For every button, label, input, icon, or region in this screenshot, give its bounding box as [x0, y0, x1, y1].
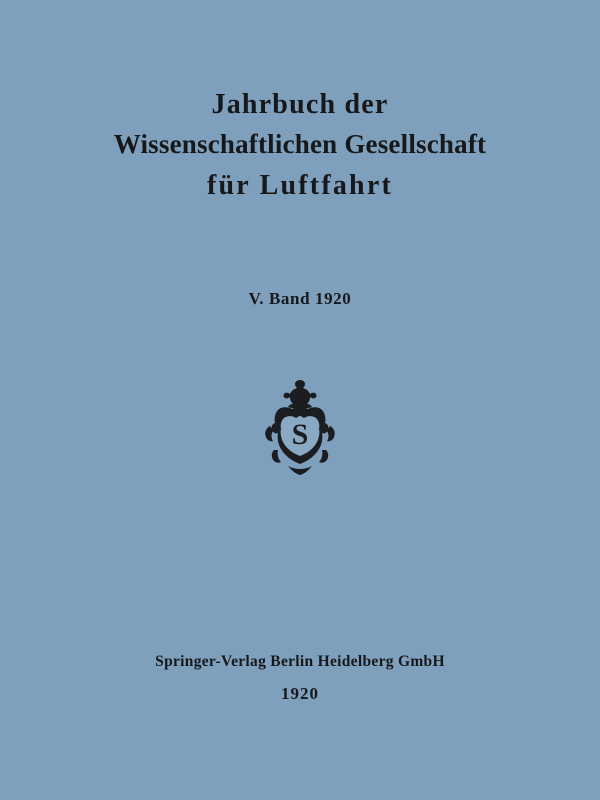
- volume-label: V. Band 1920: [248, 288, 352, 308]
- springer-knight-emblem-icon: [260, 378, 340, 482]
- publisher-name: Springer-Verlag Berlin Heidelberg GmbH: [155, 653, 445, 670]
- shield-letter: S: [291, 417, 309, 451]
- book-title: [0, 84, 600, 207]
- title-line-1: Jahrbuch der: [211, 89, 389, 120]
- cover-footer: [0, 653, 600, 704]
- title-line-3: für Luftfahrt: [207, 170, 393, 202]
- springer-logo: [257, 375, 343, 485]
- publication-year: 1920: [281, 684, 319, 703]
- title-line-2: Wissenschaftlichen Gesellschaft: [113, 129, 487, 160]
